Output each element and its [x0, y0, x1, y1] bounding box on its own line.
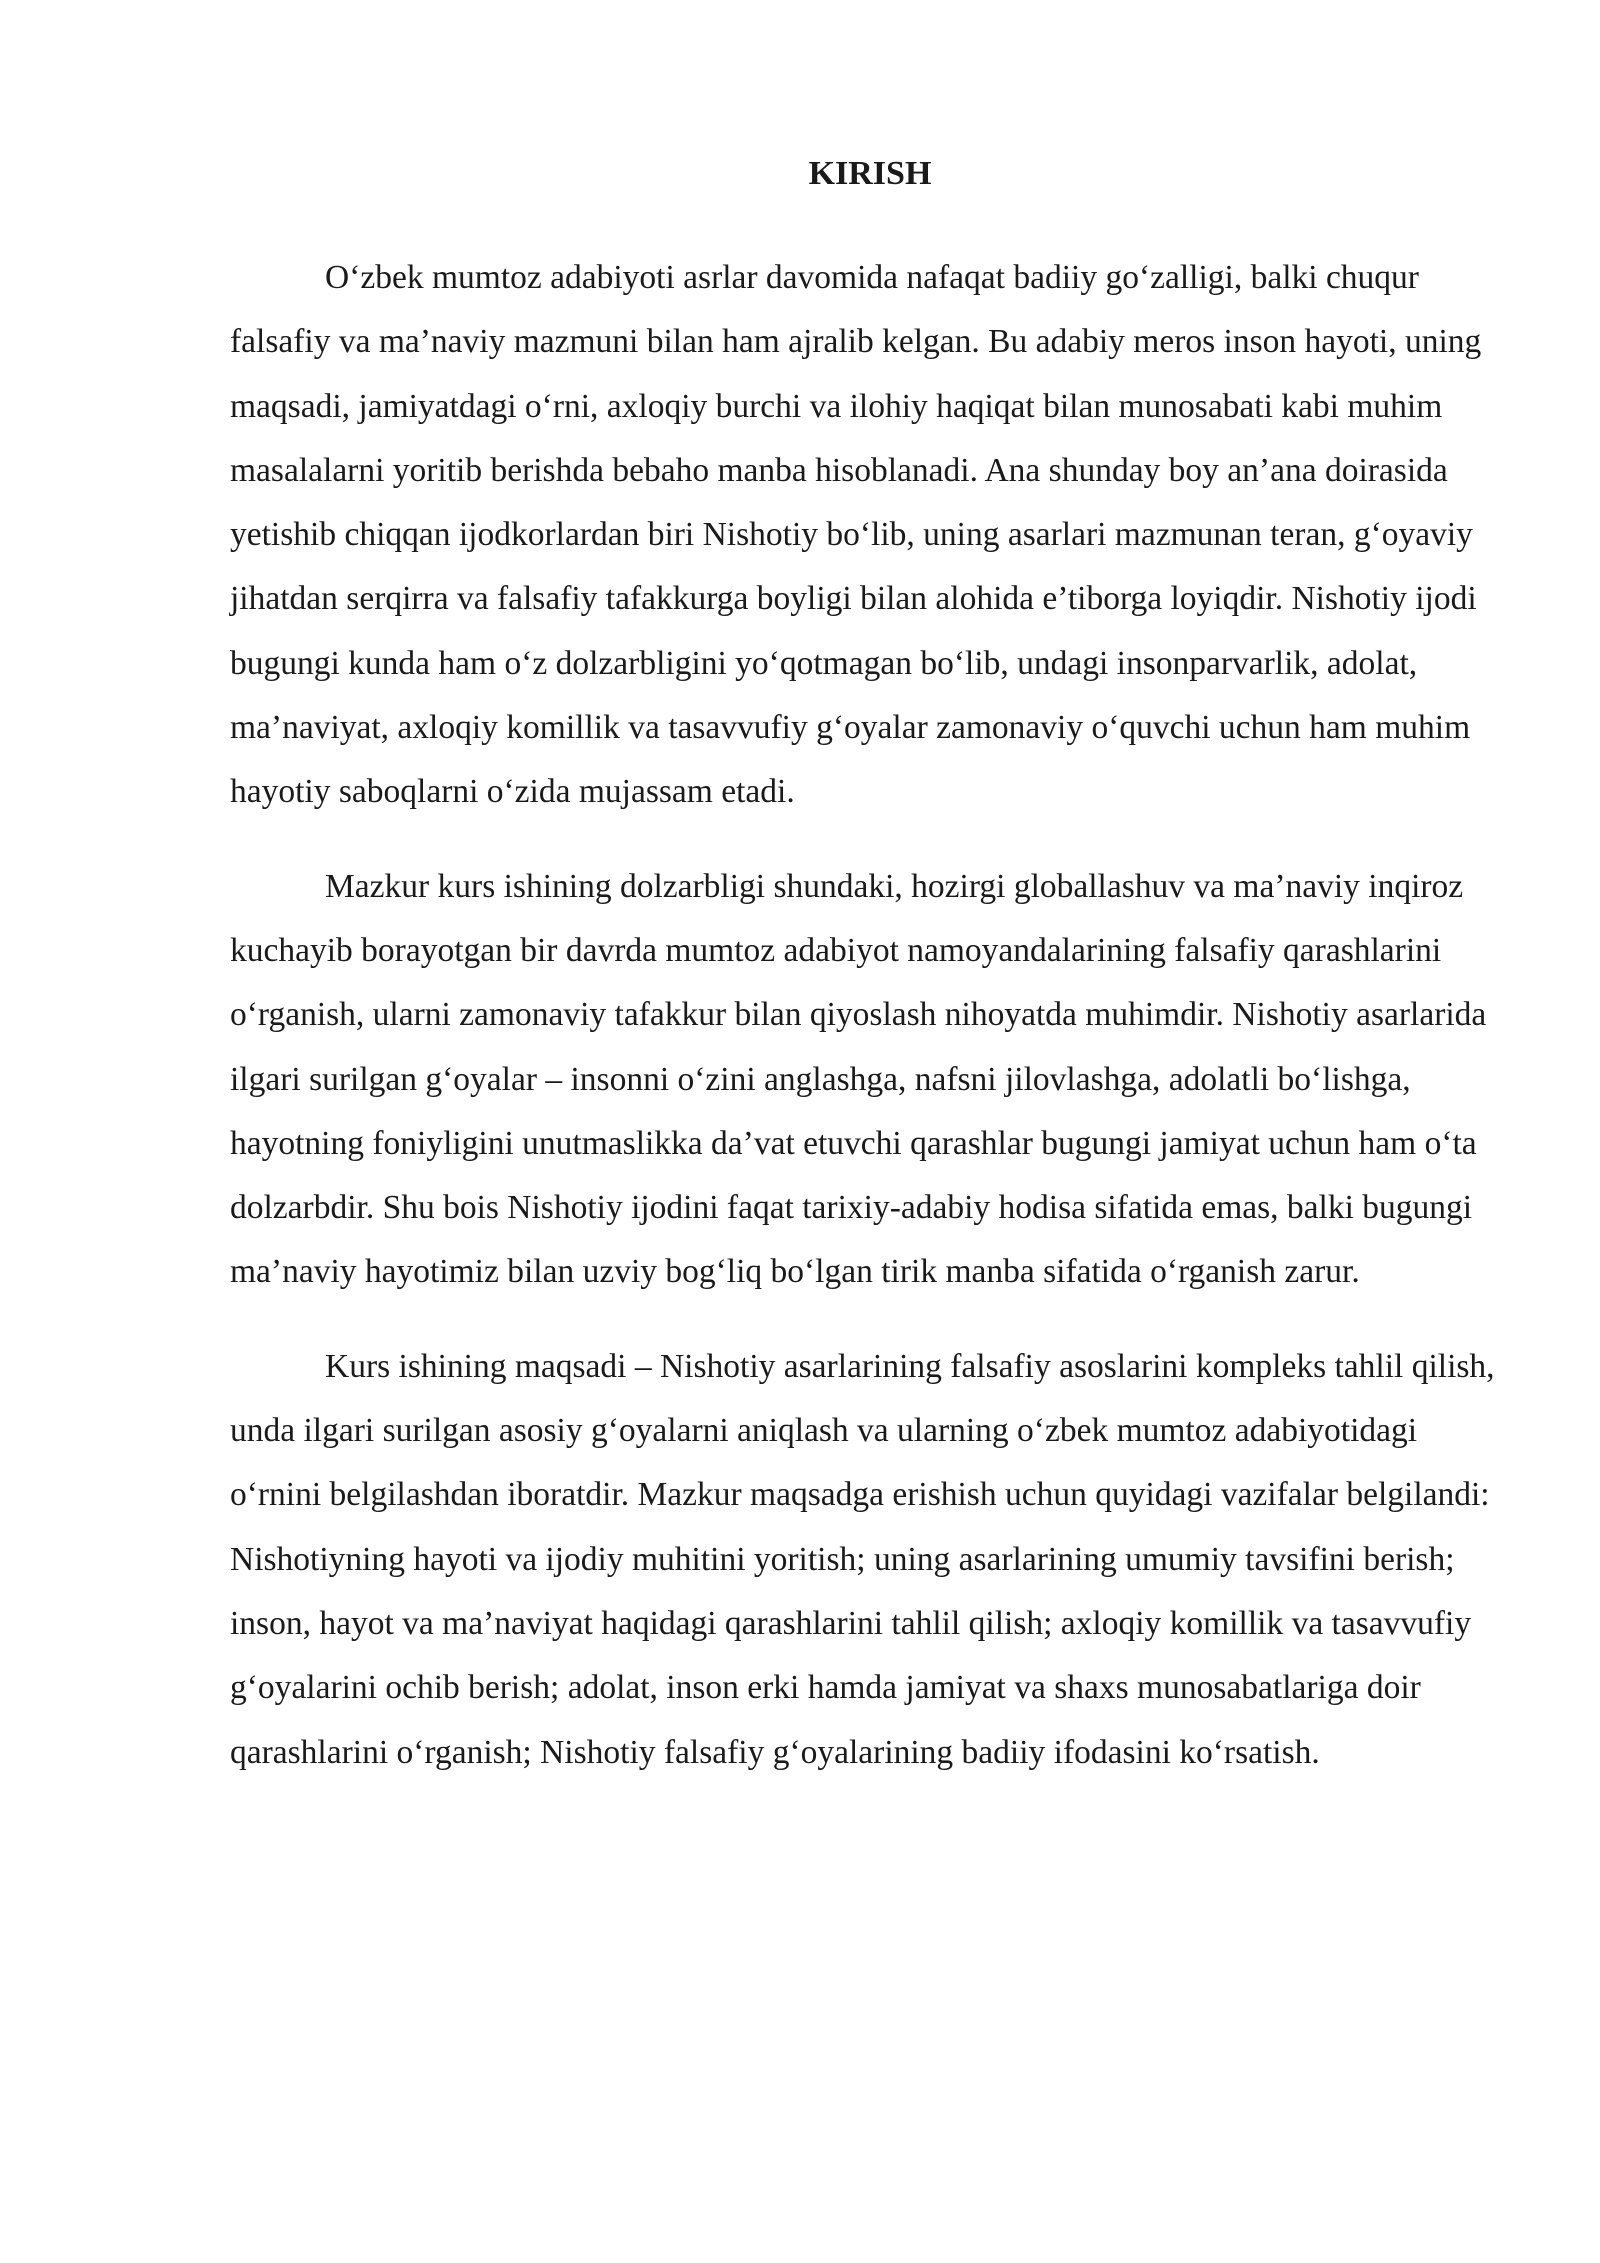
paragraph-introduction: O‘zbek mumtoz adabiyoti asrlar davomida nafaqat badiiy go‘zalligi, balki chuqur falsafiy va ma’naviy mazmuni bilan ham ajralib kelgan. Bu adabiy meros inson hayoti, uning maqsadi, jamiyatdagi o‘rni, axloqiy burchi va ilohiy haqiqat bilan munosabati kabi muhim masalalarni yoritib berishda bebaho manba hisoblanadi. Ana shunday boy an’ana doirasida yetishib chiqqan ijodkorlardan biri Nishotiy bo‘lib, uning asarlari mazmunan teran, g‘oyaviy jihatdan serqirra va falsafiy tafakkurga boyligi bilan alohida e’tiborga loyiqdir. Nishotiy ijodi bugungi kunda ham o‘z dolzarbligini yo‘qotmagan bo‘lib, undagi insonparvarlik, adolat, ma’naviyat, axloqiy komillik va tasavvufiy g‘oyalar zamonaviy o‘quvchi uchun ham muhim hayotiy saboqlarni o‘zida mujassam etadi.	[230, 259, 1482, 811]
body-text	[230, 246, 1500, 1815]
section-heading: KIRISH	[808, 155, 932, 192]
paragraph-relevance: Mazkur kurs ishining dolzarbligi shundaki, hozirgi globallashuv va ma’naviy inqiroz kuchayib borayotgan bir davrda mumtoz adabiyot namoyandalarining falsafiy qarashlarini o‘rganish, ularni zamonaviy tafakkur bilan qiyoslash nihoyatda muhimdir. Nishotiy asarlarida ilgari surilgan g‘oyalar – insonni o‘zini anglashga, nafsni jilovlashga, adolatli bo‘lishga, hayotning foniyligini unutmaslikka da’vat etuvchi qarashlar bugungi jamiyat uchun ham o‘ta dolzarbdir. Shu bois Nishotiy ijodini faqat tarixiy-adabiy hodisa sifatida emas, balki bugungi ma’naviy hayotimiz bilan uzviy bog‘liq bo‘lgan tirik manba sifatida o‘rganish zarur.	[230, 867, 1487, 1291]
paragraph-goal: Kurs ishining maqsadi – Nishotiy asarlarining falsafiy asoslarini kompleks tahlil qilish, unda ilgari surilgan asosiy g‘oyalarni aniqlash va ularning o‘zbek mumtoz adabiyotidagi o‘rnini belgilashdan iboratdir. Mazkur maqsadga erishish uchun quyidagi vazifalar belgilandi: Nishotiyning hayoti va ijodiy muhitini yoritish; uning asarlarining umumiy tavsifini berish; inson, hayot va ma’naviyat haqidagi qarashlarini tahlil qilish; axloqiy komillik va tasavvufiy g‘oyalarini ochib berish; adolat, inson erki hamda jamiyat va shaxs munosabatlariga doir qarashlarini o‘rganish; Nishotiy falsafiy g‘oyalarining badiiy ifodasini ko‘rsatish.	[230, 1347, 1495, 1771]
